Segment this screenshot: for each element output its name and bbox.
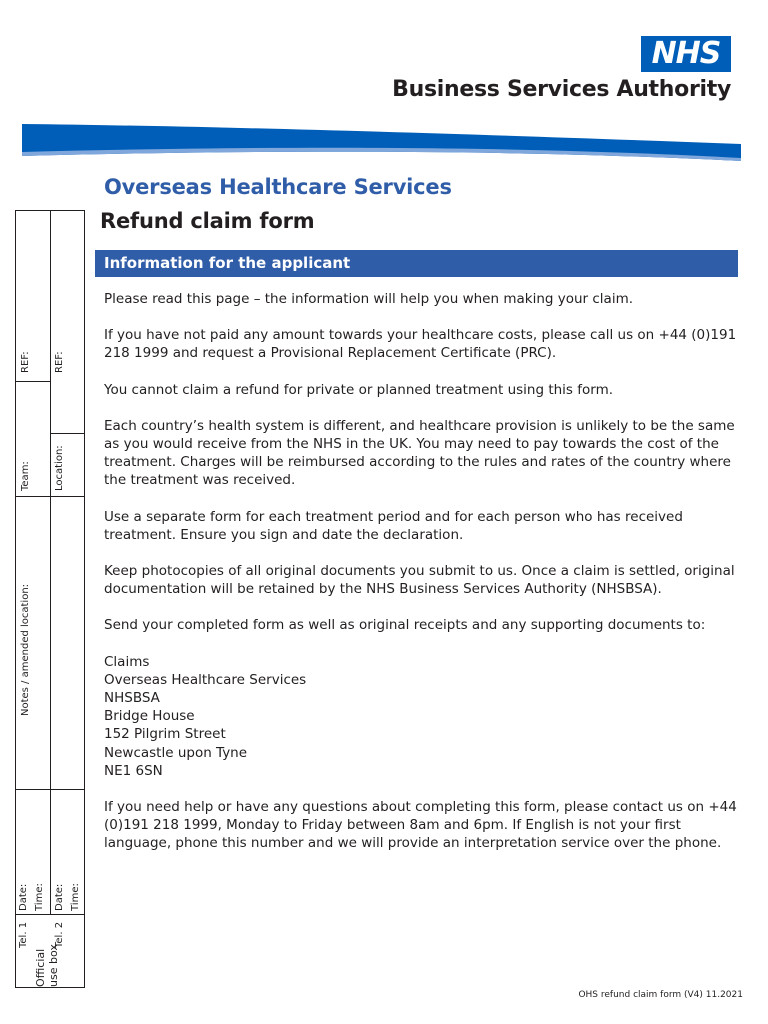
organisation-name: Business Services Authority xyxy=(392,77,731,102)
info-paragraph: Please read this page – the information will help you when making your claim. xyxy=(104,291,634,307)
info-paragraph: Keep photocopies of all original documents you submit to us. Once a claim is settled, original documentation will be retained by the NHS Business Services Authority (NHSBSA). xyxy=(104,563,735,598)
info-paragraph: Send your completed form as well as original receipts and any supporting documents to: xyxy=(104,617,706,634)
address-line: Claims xyxy=(104,653,150,670)
ref-label: REF: xyxy=(54,351,65,373)
service-title: Overseas Healthcare Services xyxy=(104,175,452,199)
official-use-label: Official xyxy=(34,948,47,987)
address-line: NHSBSA xyxy=(104,690,160,707)
section-heading: Information for the applicant xyxy=(95,250,738,277)
ref-label: REF: xyxy=(20,351,31,373)
notes-label: Notes / amended location: xyxy=(20,583,31,716)
info-paragraph: You cannot claim a refund for private or planned treatment using this form. xyxy=(104,381,614,398)
date-label: Date: xyxy=(54,883,65,911)
address-line: Overseas Healthcare Services xyxy=(104,671,307,688)
info-paragraph: Each country’s health system is different, and healthcare provision is unlikely to be the same as you would receive from the NHS in the UK. You may need to pay towards the cost of the treatment. Charges will be reimbursed according to the rules and rates of the country where the treatment was received. xyxy=(104,417,735,489)
location-label: Location: xyxy=(54,445,65,491)
form-version-footer: OHS refund claim form (V4) 11.2021 xyxy=(578,990,743,1000)
info-paragraph: If you have not paid any amount towards your healthcare costs, please call us on +44 (0)191 218 1999 and request a Provisional Replacement Certificate (PRC). xyxy=(104,327,737,362)
nhs-logo: NHS xyxy=(641,36,731,72)
address-line: NE1 6SN xyxy=(104,762,163,779)
tel-label: Tel. 1 xyxy=(18,921,29,948)
official-use-box xyxy=(15,210,85,988)
official-use-label: use box xyxy=(47,944,60,987)
postal-address xyxy=(104,653,744,780)
address-line: Newcastle upon Tyne xyxy=(104,744,248,761)
info-paragraph: Use a separate form for each treatment period and for each person who has received treatment. Ensure you sign and date the declaration. xyxy=(104,508,683,543)
tel-label: Tel. 2 xyxy=(54,921,65,948)
time-label: Time: xyxy=(70,883,81,911)
form-title: Refund claim form xyxy=(100,209,315,233)
header-swoosh-decoration xyxy=(0,118,768,168)
information-body xyxy=(104,290,744,871)
team-label: Team: xyxy=(20,461,31,491)
address-line: 152 Pilgrim Street xyxy=(104,726,226,743)
info-paragraph: If you need help or have any questions about completing this form, please contact us on +44 (0)191 218 1999, Monday to Friday between 8am and 6pm. If English is not your first language, phone this number and we will provide an interpretation service over the phone. xyxy=(104,799,737,852)
time-label: Time: xyxy=(34,883,45,911)
address-line: Bridge House xyxy=(104,708,195,725)
date-label: Date: xyxy=(18,883,29,911)
